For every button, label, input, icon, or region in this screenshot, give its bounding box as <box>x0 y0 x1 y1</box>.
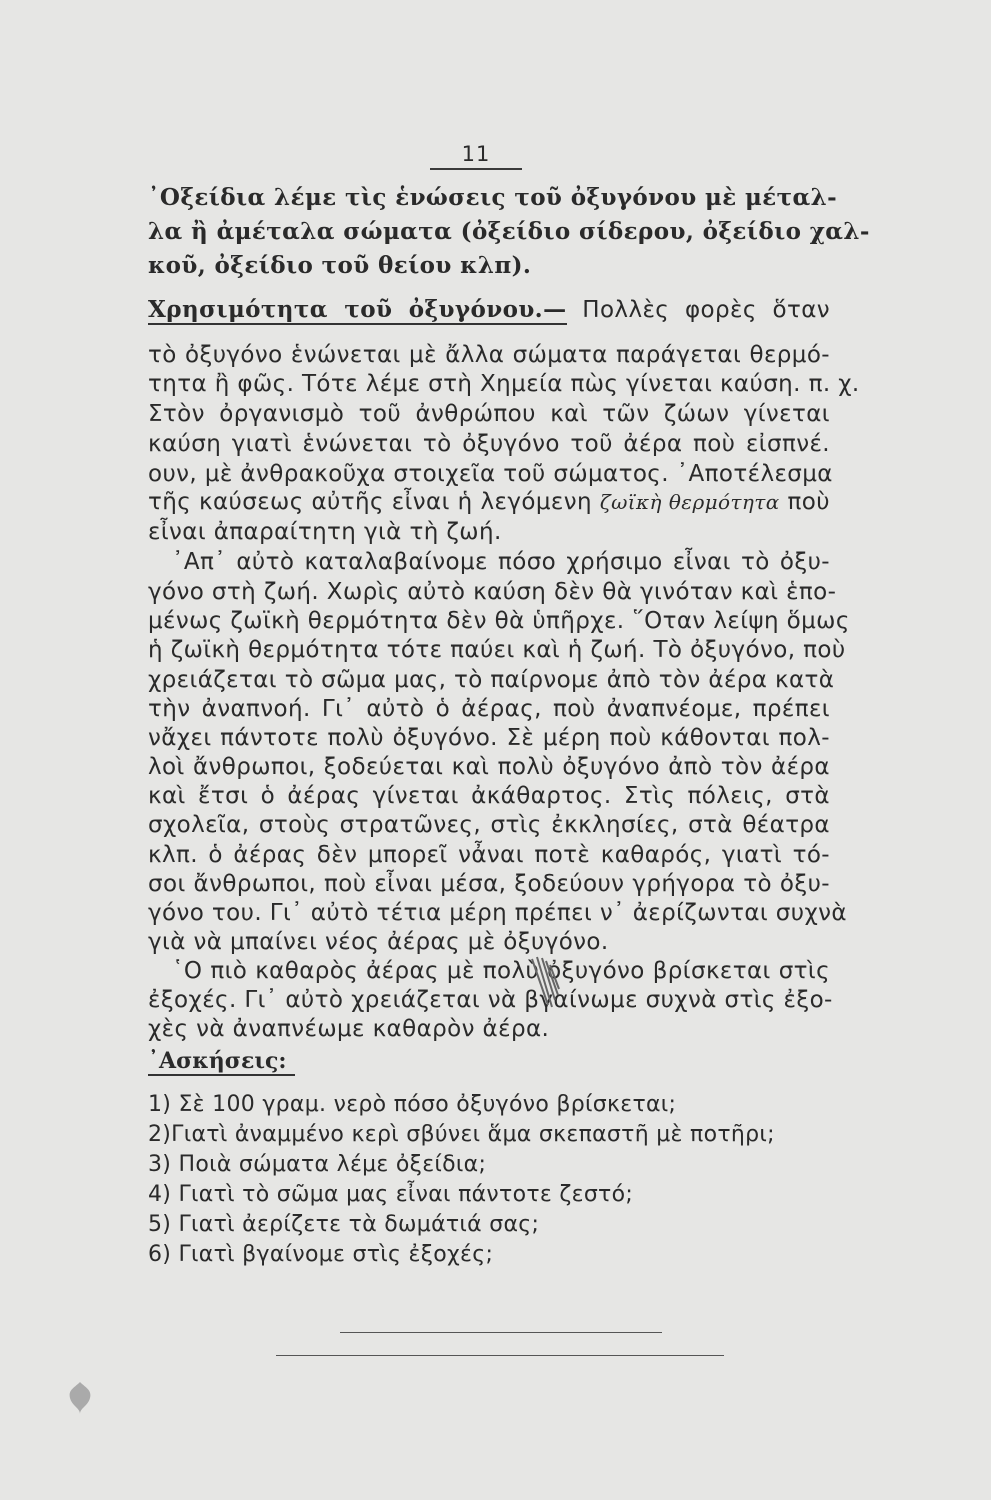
exercise-item: 2)Γιατὶ ἀναμμένο κερὶ σβύνει ἅμα σκεπαστῆ μὲ ποτῆρι; <box>148 1122 775 1147</box>
body-line: τὸ ὀξυγόνο ἑνώνεται μὲ ἄλλα σώματα παράγεται θερμό- <box>148 342 830 368</box>
body-line: σοι ἄνθρωποι, ποὺ εἶναι μέσα, ξοδεύουν γρήγορα τὸ ὀξυ- <box>148 871 830 897</box>
zoiki-line <box>148 487 830 517</box>
exercises-heading: ᾿Ασκήσεις: <box>148 1048 295 1076</box>
body-line: μένως ζωϊκὴ θερμότητα δὲν θὰ ὑπῆρχε. ῞Οταν λείψη ὅμως <box>148 608 850 634</box>
body-line: νἄχει πάντοτε πολὺ ὀξυγόνο. Σὲ μέρη ποὺ κάθονται πολ- <box>148 725 830 751</box>
ornament-mark <box>60 1378 100 1418</box>
exercise-item: 1) Σὲ 100 γραμ. νερὸ πόσο ὀξυγόνο βρίσκεται; <box>148 1092 677 1117</box>
exercise-item: 3) Ποιὰ σώματα λέμε ὀξείδια; <box>148 1152 487 1177</box>
zoiki-term: ζωϊκὴ θερμότητα <box>599 490 780 514</box>
body-line: κλπ. ὁ ἀέρας δὲν μπορεῖ νἆναι ποτὲ καθαρός, γιατὶ τό- <box>148 842 830 868</box>
body-line: καύση γιατὶ ἑνώνεται τὸ ὀξυγόνο τοῦ ἀέρα ποὺ εἰσπνέ. <box>148 431 830 457</box>
usefulness-first-tail: Πολλὲς φορὲς ὅταν <box>582 297 830 323</box>
exercise-item: 4) Γιατὶ τὸ σῶμα μας εἶναι πάντοτε ζεστό; <box>148 1182 634 1207</box>
closing-rule-short <box>340 1332 662 1333</box>
closing-rule-long <box>276 1355 724 1356</box>
body-line: γιὰ νὰ μπαίνει νέος ἀέρας μὲ ὀξυγόνο. <box>148 929 609 955</box>
oxides-definition-line: λα ἢ ἀμέταλα σώματα (ὀξείδιο σίδερου, ὀξείδιο χαλ- <box>148 218 870 245</box>
body-line: χὲς νὰ ἀναπνέωμε καθαρὸν ἀέρα. <box>148 1016 550 1042</box>
body-line: εἶναι ἀπαραίτητη γιὰ τὴ ζωή. <box>148 519 502 545</box>
body-line: ἡ ζωϊκὴ θερμότητα τότε παύει καὶ ἡ ζωή. Τὸ ὀξυγόνο, ποὺ <box>148 637 846 663</box>
exercise-item: 5) Γιατὶ ἀερίζετε τὰ δωμάτιά σας; <box>148 1212 540 1237</box>
zoiki-post: ποὺ <box>787 489 830 515</box>
usefulness-heading: Χρησιμότητα τοῦ ὀξυγόνου.— <box>148 296 567 323</box>
body-line: ῾Ο πιὸ καθαρὸς ἀέρας μὲ πολὺ ὀξυγόνο βρίσκεται στὶς <box>172 958 830 984</box>
oxides-definition-line: ᾿Οξείδια λέμε τὶς ἑνώσεις τοῦ ὀξυγόνου μὲ μέταλ- <box>148 184 838 211</box>
body-line: καὶ ἔτσι ὁ ἀέρας γίνεται ἀκάθαρτος. Στὶς πόλεις, στὰ <box>148 783 830 809</box>
body-line: λοὶ ἄνθρωποι, ξοδεύεται καὶ πολὺ ὀξυγόνο ἀπὸ τὸν ἀέρα <box>148 754 830 780</box>
body-line: τητα ἢ φῶς. Τότε λέμε στὴ Χημεία πὼς γίνεται καύση. π. χ. <box>148 371 860 397</box>
usefulness-first-line <box>148 295 830 325</box>
exercise-item: 6) Γιατὶ βγαίνομε στὶς ἐξοχές; <box>148 1242 494 1267</box>
body-line: ουν, μὲ ἀνθρακοῦχα στοιχεῖα τοῦ σώματος. ᾿Αποτέλεσμα <box>148 461 833 487</box>
body-line: ᾿Απ᾿ αὐτὸ καταλαβαίνομε πόσο χρήσιμο εἶναι τὸ ὀξυ- <box>172 549 830 575</box>
ink-smudge <box>528 955 562 1015</box>
body-line: γόνο του. Γι᾿ αὐτὸ τέτια μέρη πρέπει ν᾿ ἀερίζωνται συχνὰ <box>148 900 847 926</box>
oxides-definition-line: κοῦ, ὀξείδιο τοῦ θείου κλπ). <box>148 252 532 279</box>
page-number: 11 <box>430 142 522 170</box>
body-line: σχολεῖα, στοὺς στρατῶνες, στὶς ἐκκλησίες, στὰ θέατρα <box>148 812 830 838</box>
body-line: Στὸν ὀργανισμὸ τοῦ ἀνθρώπου καὶ τῶν ζώων γίνεται <box>148 401 830 427</box>
body-line: τὴν ἀναπνοή. Γι᾿ αὐτὸ ὁ ἀέρας, ποὺ ἀναπνέομε, πρέπει <box>148 696 830 722</box>
zoiki-pre: τῆς καύσεως αὐτῆς εἶναι ἡ λεγόμενη <box>148 489 592 515</box>
body-line: χρειάζεται τὸ σῶμα μας, τὸ παίρνομε ἀπὸ τὸν ἀέρα κατὰ <box>148 667 835 693</box>
body-line: ἐξοχές. Γι᾿ αὐτὸ χρειάζεται νὰ βγαίνωμε συχνὰ στὶς ἐξο- <box>148 987 833 1013</box>
body-line: γόνο στὴ ζωή. Χωρὶς αὐτὸ καύση δὲν θὰ γινόταν καὶ ἑπο- <box>148 579 837 605</box>
